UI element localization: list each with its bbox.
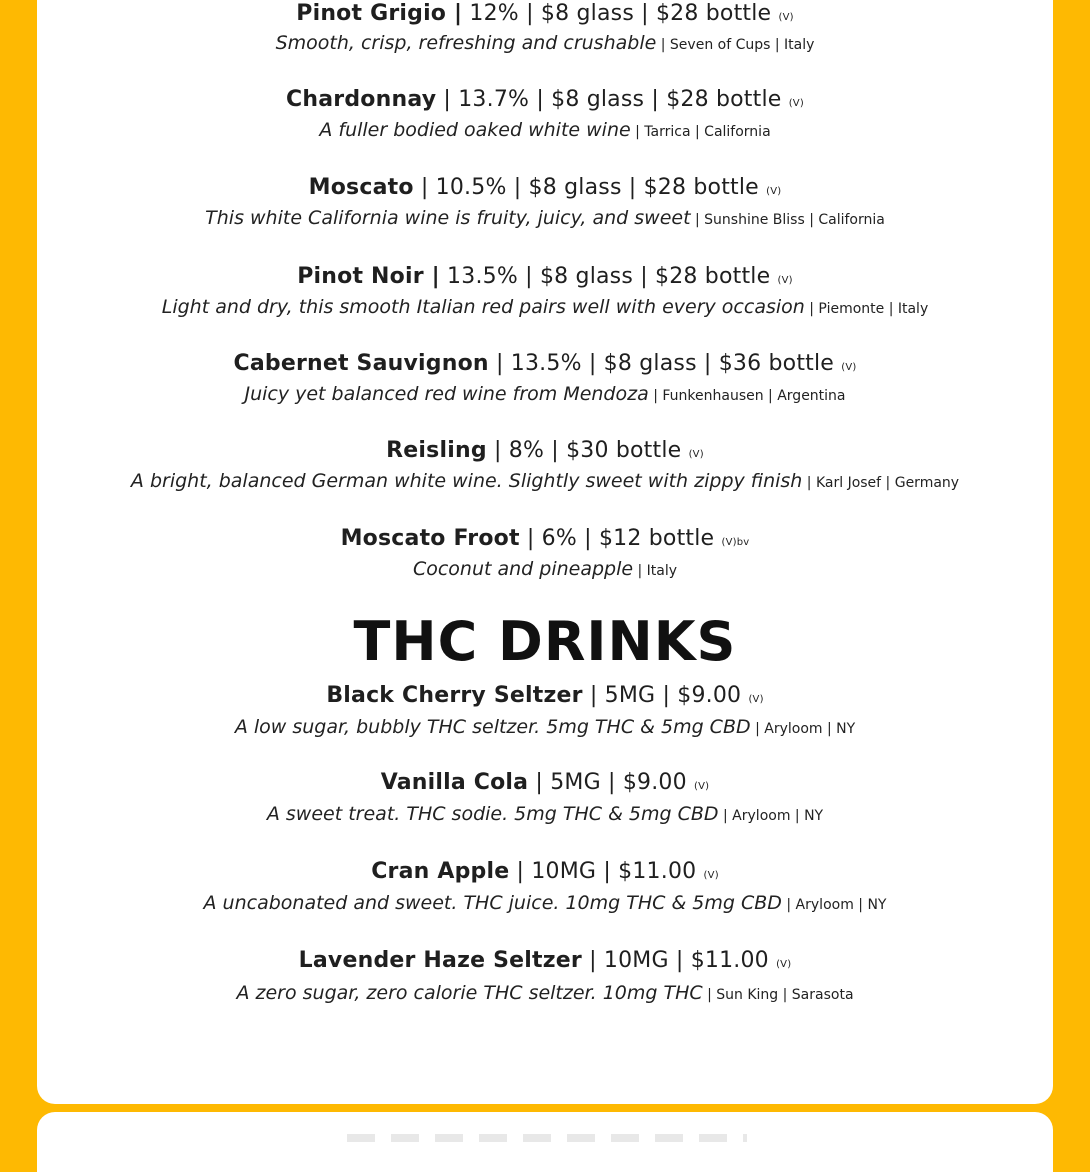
wine-source: | Tarrica | California [630, 124, 771, 140]
wine-name: Moscato Froot [340, 526, 520, 551]
wine-tagline: Juicy yet balanced red wine from Mendoza [244, 383, 649, 405]
wine-source: | Piemonte | Italy [804, 301, 929, 317]
wine-title-pinot-grigio [0, 0, 1090, 32]
diet-tag: (V) [778, 12, 794, 23]
drink-name: Vanilla Cola [380, 770, 529, 795]
wine-details: 13.5% | $8 glass | $28 bottle [439, 264, 771, 289]
wine-details: | 10.5% | $8 glass | $28 bottle [413, 175, 759, 200]
drink-tagline: A low sugar, bubbly THC seltzer. 5mg THC & 5mg CBD [234, 716, 751, 738]
thc-title-lavender-haze-seltzer [0, 947, 1090, 979]
thc-desc-vanilla-cola [0, 801, 1090, 829]
wine-name: Cabernet Sauvignon [233, 351, 489, 376]
wine-desc-pinot-grigio [0, 30, 1090, 58]
wine-details: | 13.7% | $8 glass | $28 bottle [436, 87, 782, 112]
drink-tagline: A zero sugar, zero calorie THC seltzer. 10mg THC [236, 982, 703, 1004]
wine-title-reisling [0, 437, 1090, 469]
thc-title-black-cherry-seltzer [0, 682, 1090, 714]
wine-name: Reisling [386, 438, 487, 463]
drink-source: | Aryloom | NY [781, 897, 887, 913]
wine-details: | 13.5% | $8 glass | $36 bottle [488, 351, 835, 376]
drink-tagline: A sweet treat. THC sodie. 5mg THC & 5mg CBD [266, 803, 719, 825]
wine-desc-chardonnay [0, 117, 1090, 145]
thc-desc-cran-apple [0, 890, 1090, 918]
wine-tagline: Smooth, crisp, refreshing and crushable [275, 32, 657, 54]
wine-details: | 6% | $12 bottle [519, 526, 715, 551]
drink-source: | Sun King | Sarasota [702, 987, 854, 1003]
thc-desc-black-cherry-seltzer [0, 714, 1090, 742]
diet-tag: (V) [777, 275, 793, 286]
next-menu-card [37, 1112, 1053, 1172]
wine-tagline: Coconut and pineapple [412, 558, 634, 580]
drink-name: Cran Apple [371, 859, 510, 884]
thc-title-cran-apple [0, 858, 1090, 890]
wine-source: | Sunshine Bliss | California [690, 212, 885, 228]
next-card-heading-peek [347, 1134, 747, 1142]
wine-desc-reisling [0, 468, 1090, 496]
thc-title-vanilla-cola [0, 769, 1090, 801]
diet-tag: (V) [788, 98, 804, 109]
drink-details: | 5MG | $9.00 [582, 683, 742, 708]
wine-name: Pinot Grigio | [296, 1, 463, 26]
diet-tag: (V) [841, 362, 857, 373]
diet-tag: (V) [776, 959, 792, 970]
drink-details: | 10MG | $11.00 [509, 859, 697, 884]
drink-details: | 5MG | $9.00 [528, 770, 687, 795]
diet-tag: (V) [694, 781, 710, 792]
wine-source: | Seven of Cups | Italy [656, 37, 815, 53]
wine-desc-cabernet-sauvignon [0, 381, 1090, 409]
wine-tagline: This white California wine is fruity, juicy, and sweet [205, 207, 691, 229]
drink-details: | 10MG | $11.00 [581, 948, 769, 973]
wine-title-pinot-noir [0, 263, 1090, 295]
drink-tagline: A uncabonated and sweet. THC juice. 10mg THC & 5mg CBD [203, 892, 782, 914]
wine-source: | Karl Josef | Germany [802, 475, 960, 491]
wine-desc-pinot-noir [0, 294, 1090, 322]
drink-source: | Aryloom | NY [718, 808, 824, 824]
drink-source: | Aryloom | NY [750, 721, 856, 737]
wine-details: 12% | $8 glass | $28 bottle [462, 1, 772, 26]
diet-tag: (V) [703, 870, 719, 881]
wine-tagline: Light and dry, this smooth Italian red pairs well with every occasion [161, 296, 805, 318]
diet-tag: (V) [748, 694, 764, 705]
diet-tag: (V) [688, 449, 704, 460]
wine-title-moscato [0, 174, 1090, 206]
thc-drinks-heading: THC DRINKS [353, 610, 737, 673]
wine-title-cabernet-sauvignon [0, 350, 1090, 382]
wine-desc-moscato-froot [0, 556, 1090, 584]
drink-name: Black Cherry Seltzer [326, 683, 583, 708]
drink-name: Lavender Haze Seltzer [298, 948, 582, 973]
wine-desc-moscato [0, 205, 1090, 233]
wine-tagline: A bright, balanced German white wine. Slightly sweet with zippy finish [130, 470, 803, 492]
diet-tag: (V)bv [721, 537, 750, 548]
wine-details: | 8% | $30 bottle [486, 438, 682, 463]
wine-title-chardonnay [0, 86, 1090, 118]
wine-tagline: A fuller bodied oaked white wine [319, 119, 631, 141]
wine-name: Chardonnay [286, 87, 437, 112]
thc-desc-lavender-haze-seltzer [0, 980, 1090, 1008]
wine-name: Moscato [308, 175, 414, 200]
wine-source: | Funkenhausen | Argentina [648, 388, 846, 404]
diet-tag: (V) [766, 186, 782, 197]
wine-name: Pinot Noir | [297, 264, 440, 289]
wine-source: | Italy [633, 563, 678, 579]
wine-title-moscato-froot [0, 525, 1090, 557]
